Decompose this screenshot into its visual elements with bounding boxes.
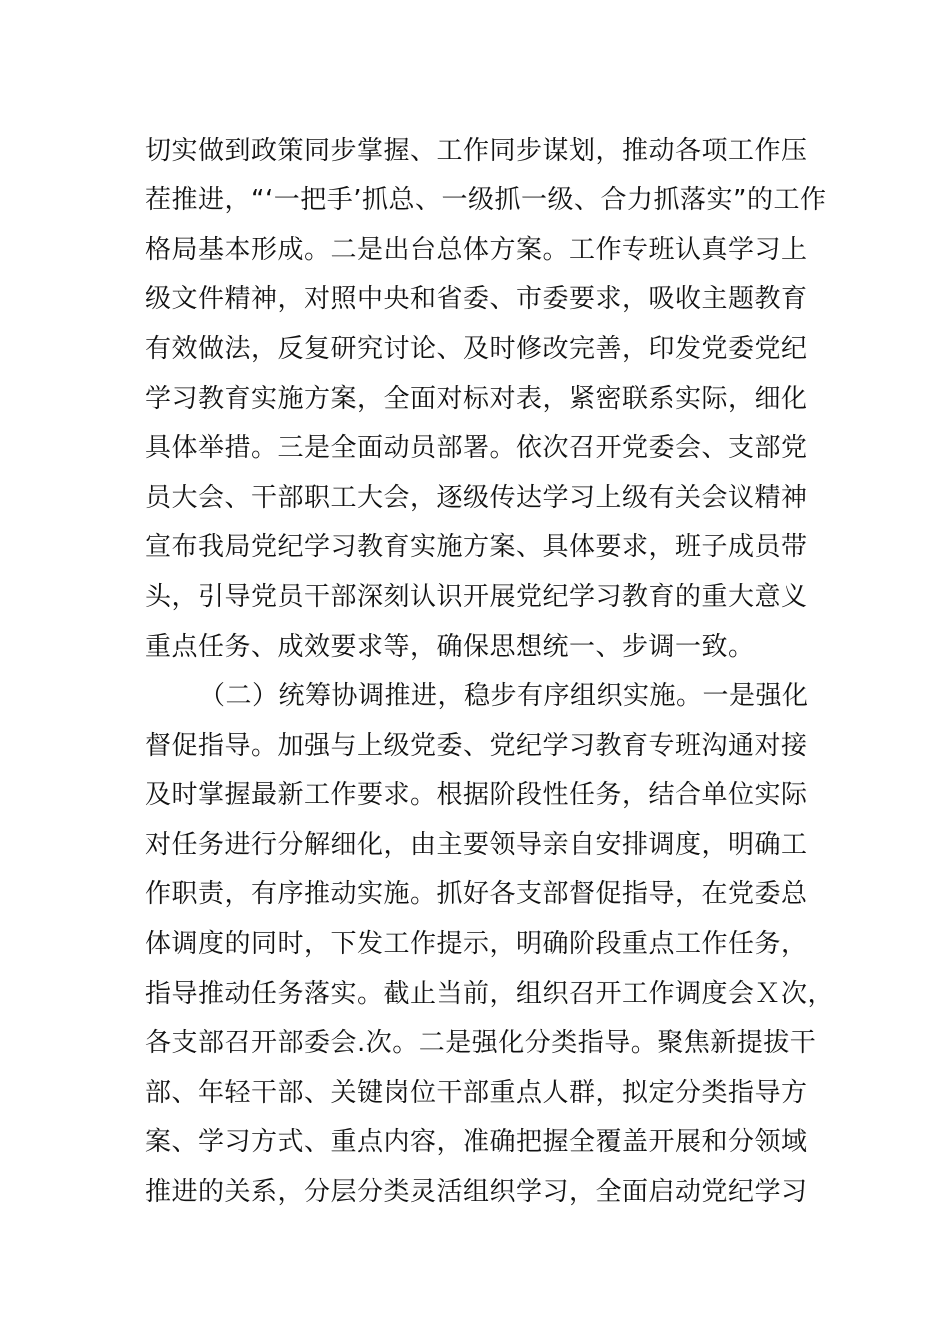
text-line: 作职责，有序推动实施。抓好各支部督促指导，在党委总 — [145, 879, 808, 909]
text-line: 重点任务、成效要求等，确保思想统一、步调一致。 — [145, 632, 755, 662]
text-line: 体调度的同时，下发工作提示，明确阶段重点工作任务， — [145, 929, 808, 959]
text-line: 及时掌握最新工作要求。根据阶段性任务，结合单位实际 — [145, 780, 808, 810]
text-line: 各支部召开部委会.次。二是强化分类指导。聚焦新提拔干 — [145, 1028, 817, 1058]
text-line: 部、年轻干部、关键岗位干部重点人群，拟定分类指导方 — [145, 1078, 808, 1108]
text-line: 头，引导党员干部深刻认识开展党纪学习教育的重大意义 — [145, 582, 808, 612]
text-line: 员大会、干部职工大会，逐级传达学习上级有关会议精神 — [145, 483, 808, 513]
text-line: 级文件精神，对照中央和省委、市委要求，吸收主题教育 — [145, 284, 808, 314]
text-line: 对任务进行分解细化，由主要领导亲自安排调度，明确工 — [145, 830, 808, 860]
text-line: 学习教育实施方案，全面对标对表，紧密联系实际，细化 — [145, 384, 808, 414]
text-line: 具体举措。三是全面动员部署。依次召开党委会、支部党 — [145, 433, 808, 463]
text-line: 有效做法，反复研究讨论、及时修改完善，印发党委党纪 — [145, 334, 808, 364]
text-line: 切实做到政策同步掌握、工作同步谋划，推动各项工作压 — [145, 136, 808, 166]
text-line: 案、学习方式、重点内容，准确把握全覆盖开展和分领域 — [145, 1127, 808, 1157]
text-line: 指导推动任务落实。截止当前，组织召开工作调度会Ｘ次， — [145, 979, 835, 1009]
text-line: 茬推进，“‘一把手’抓总、一级抓一级、合力抓落实”的工作 — [145, 185, 827, 215]
text-line: 格局基本形成。二是出台总体方案。工作专班认真学习上 — [145, 235, 808, 265]
text-line: 推进的关系，分层分类灵活组织学习，全面启动党纪学习 — [145, 1177, 808, 1207]
section-heading-line: （二）统筹协调推进，稳步有序组织实施。一是强化 — [199, 681, 809, 711]
text-line: 宣布我局党纪学习教育实施方案、具体要求，班子成员带 — [145, 532, 808, 562]
text-line: 督促指导。加强与上级党委、党纪学习教育专班沟通对接 — [145, 731, 808, 761]
